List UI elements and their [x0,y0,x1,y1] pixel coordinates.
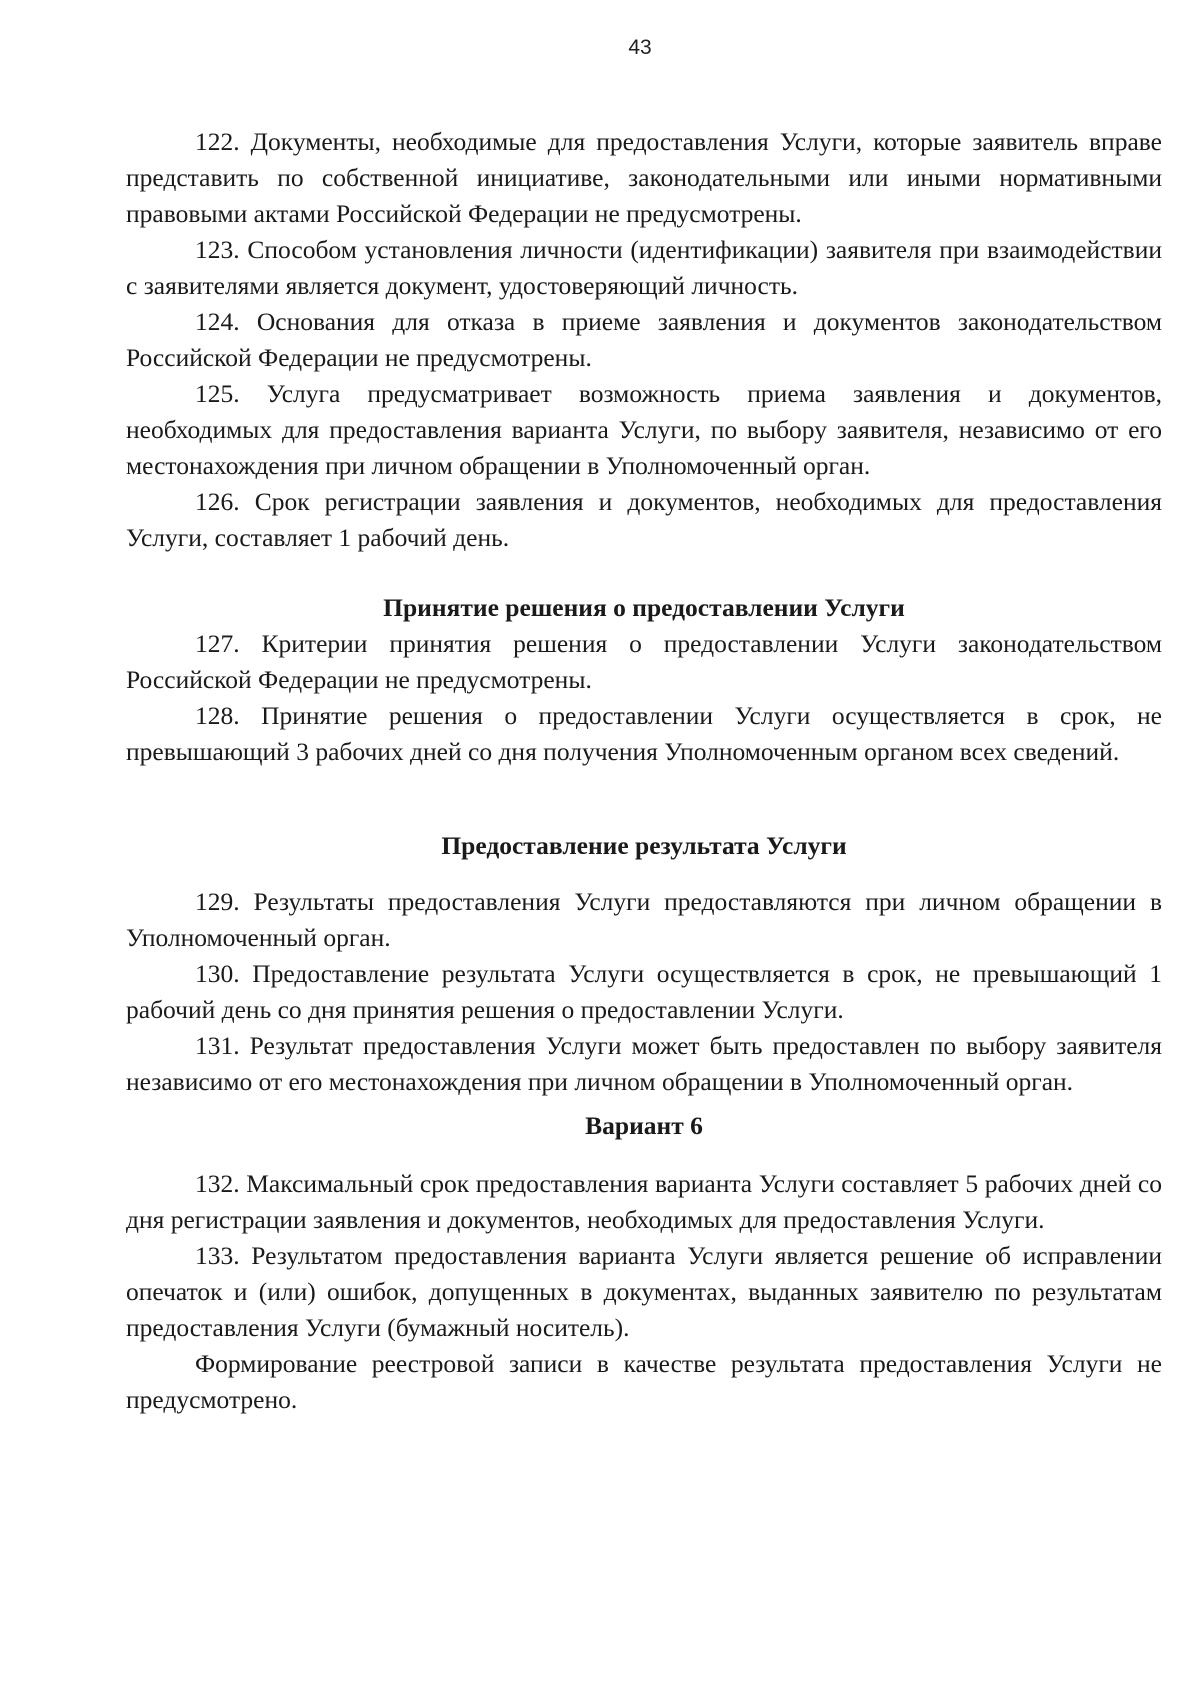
section-heading-result: Предоставление результата Услуги [441,831,847,860]
section-heading-variant-6: Вариант 6 [585,1111,703,1140]
paragraph-129: 129. Результаты предоставления Услуги предоставляются при личном обращении в Уполномоченный орган. [126,887,1162,952]
paragraph-122: 122. Документы, необходимые для предоставления Услуги, которые заявитель вправе представить по собственной инициативе, законодательными или иными нормативными правовыми актами Российской Федерации не предусмотрены. [126,127,1162,228]
paragraph-125: 125. Услуга предусматривает возможность приема заявления и документов, необходимых для предоставления варианта Услуги, по выбору заявителя, независимо от его местонахождения при личном обращении в Уполномоченный орган. [126,379,1162,480]
document-body [126,124,1162,1418]
paragraph-127: 127. Критерии принятия решения о предоставлении Услуги законодательством Российской Федерации не предусмотрены. [126,629,1162,694]
paragraph-131: 131. Результат предоставления Услуги может быть предоставлен по выбору заявителя независимо от его местонахождения при личном обращении в Уполномоченный орган. [126,1031,1162,1096]
paragraph-126: 126. Срок регистрации заявления и документов, необходимых для предоставления Услуги, составляет 1 рабочий день. [126,487,1162,552]
page-number: 43 [628,36,652,59]
spacer [126,770,1162,828]
section-heading-decision: Принятие решения о предоставлении Услуги [383,593,905,622]
spacer [126,1100,1162,1108]
paragraph-128: 128. Принятие решения о предоставлении Услуги осуществляется в срок, не превышающий 3 рабочих дней со дня получения Уполномоченным органом всех сведений. [126,701,1162,766]
paragraph-124: 124. Основания для отказа в приеме заявления и документов законодательством Российской Федерации не предусмотрены. [126,307,1162,372]
spacer [126,556,1162,590]
paragraph-registry-record: Формирование реестровой записи в качестве результата предоставления Услуги не предусмотрено. [126,1349,1162,1414]
paragraph-133: 133. Результатом предоставления варианта Услуги является решение об исправлении опечаток и (или) ошибок, допущенных в документах, выданных заявителю по результатам предоставления Услуги (бумажный носитель). [126,1241,1162,1342]
paragraph-130: 130. Предоставление результата Услуги осуществляется в срок, не превышающий 1 рабочий день со дня принятия решения о предоставлении Услуги. [126,959,1162,1024]
spacer [126,1144,1162,1166]
paragraph-123: 123. Способом установления личности (идентификации) заявителя при взаимодействии с заявителями является документ, удостоверяющий личность. [126,235,1162,300]
spacer [126,864,1162,884]
paragraph-132: 132. Максимальный срок предоставления варианта Услуги составляет 5 рабочих дней со дня регистрации заявления и документов, необходимых для предоставления Услуги. [126,1169,1162,1234]
